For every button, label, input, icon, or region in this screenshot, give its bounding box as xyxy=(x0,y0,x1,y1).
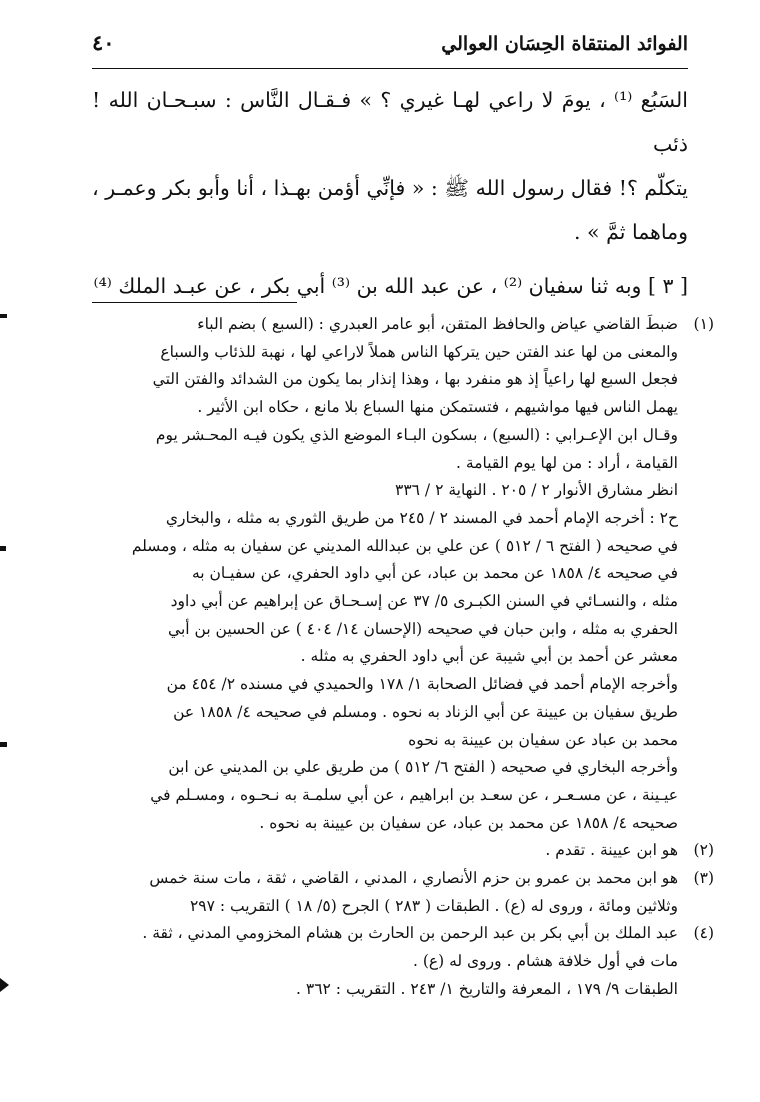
footnote-1 xyxy=(92,311,714,837)
binding-mark xyxy=(0,978,9,992)
footnote-3 xyxy=(92,865,714,920)
footnote-line: وثلاثين ومائة ، وروى له (ع) . الطبقات ( ٢٨٣ ) الجرح (٥/ ١٨ ) التقريب : ٢٩٧ xyxy=(189,896,678,915)
footnote-line: صحيحه ٤/ ١٨٥٨ عن محمد بن عباد، عن سفيان بن عيينة به نحوه . xyxy=(259,813,678,832)
footnote-line: الحفري به مثله ، وابن حبان في صحيحه (الإحسان ١٤/ ٤٠٤ ) عن الحسين بن أبي xyxy=(168,619,678,638)
footnote-line: وأخرجه الإمام أحمد في فضائل الصحابة ١/ ١٧٨ والحميدي في مسنده ٢/ ٤٥٤ من xyxy=(166,675,678,694)
main-text xyxy=(92,78,688,308)
footnote-number: (٣) xyxy=(693,869,714,888)
running-title: الفوائد المنتقاة الحِسَان العوالي xyxy=(441,33,688,55)
header-rule xyxy=(92,68,688,69)
footnote-line: مثله ، والنسـائي في السنن الكبـرى ٥/ ٣٧ عن إسـحـاق عن إبراهيم عن أبي داود xyxy=(170,592,678,611)
footnote-line: وقـال ابن الإعـرابي : (السبع) ، بسكون البـاء الموضع الذي يكون فيـه المحـشر يوم xyxy=(155,425,678,444)
footnote-line: وأخرجه البخاري في صحيحه ( الفتح ٦/ ٥١٢ ) من طريق علي بن المديني عن ابن xyxy=(168,758,678,777)
footnote-line: محمد بن عباد عن سفيان بن عيينة به نحوه xyxy=(408,730,678,749)
footnote-number: (٤) xyxy=(693,924,714,943)
footnote-line: عيـينة ، عن مسـعـر ، عن سعـد بن ابراهيم ، عن أبي سلمـة به نـحـوه ، ومسـلم في xyxy=(150,785,678,804)
footnote-number: (٢) xyxy=(693,841,714,860)
footnote-number: (١) xyxy=(693,315,714,333)
footnote-line: ح٢ : أخرجه الإمام أحمد في المسند ٢ / ٢٤٥ من طريق الثوري به مثله ، والبخاري xyxy=(165,508,678,527)
footnote-line: الطبقات ٩/ ١٧٩ ، المعرفة والتاريخ ١/ ٢٤٣ . التقريب : ٣٦٢ . xyxy=(296,979,678,998)
footnote-line: ضبطَ القاضي عياض والحافظ المتقن، أبو عامر العبدري : (السبع ) بضم الباء xyxy=(197,315,678,333)
binding-mark xyxy=(0,546,6,551)
footnote-separator xyxy=(92,302,297,303)
footnote-line: والمعنى من لها عند الفتن حين يتركها الناس هملاً لاراعي لها ، نهبة للذئاب والسباع xyxy=(160,342,678,361)
footnote-line: يهمل الناس فيها مواشيهم ، فتستمكن منها السباع بلا مانع ، حكاه ابن الأثير . xyxy=(197,398,678,417)
footnotes xyxy=(92,311,714,1004)
footnote-line: معشر عن أحمد بن أبي شيبة عن أبي داود الحفري به مثله . xyxy=(300,647,678,666)
footnote-line: انظر مشارق الأنوار ٢ / ٢٠٥ . النهاية ٢ / ٣٣٦ xyxy=(395,481,678,500)
footnote-line: عبد الملك بن أبي بكر بن عبد الرحمن بن الحارث بن هشام المخزومي المدني ، ثقة . xyxy=(142,924,678,943)
footnote-4 xyxy=(92,920,714,1003)
footnote-line: مات في أول خلافة هشام . وروى له (ع) . xyxy=(412,952,678,971)
main-text-line: السَبُع ⁽¹⁾ ، يومَ لا راعي لهـا غيري ؟ » فـقـال النَّاس : سبـحـان الله ! ذئب xyxy=(92,88,688,156)
footnote-line: القيامة ، أراد : من لها يوم القيامة . xyxy=(456,453,678,472)
running-header xyxy=(92,30,688,64)
main-text-line: وماهما ثمَّ » . xyxy=(574,220,688,244)
main-text-line: يتكلّم ؟! فقال رسول الله ﷺ : « فإنِّي أؤمن بهـذا ، أنا وأبو بكر وعمـر ، xyxy=(92,176,688,200)
binding-mark xyxy=(0,742,7,747)
footnote-line: هو ابن عيينة . تقدم . xyxy=(545,841,678,860)
hadith-3-line: [ ٣ ] وبه ثنا سفيان ⁽²⁾ ، عن عبد الله بن ⁽³⁾ أبي بكر ، عن عبـد الملك ⁽⁴⁾ xyxy=(93,274,688,298)
binding-mark xyxy=(0,314,7,318)
footnote-2 xyxy=(92,837,714,865)
footnote-line: فجعل السبع لها راعياً إذ هو منفرد بها ، وهذا إنذار بما يكون من الشدائد والفتن التي xyxy=(152,370,678,389)
footnote-line: هو ابن محمد بن عمرو بن حزم الأنصاري ، المدني ، القاضي ، ثقة ، مات سنة خمس xyxy=(149,869,678,888)
footnote-line: طريق سفيان بن عيينة عن أبي الزناد به نحوه . ومسلم في صحيحه ٤/ ١٨٥٨ عن xyxy=(173,702,678,721)
page-number: ٤٠ xyxy=(92,30,115,55)
footnote-line: في صحيحه ( الفتح ٦ / ٥١٢ ) عن علي بن عبدالله المديني عن سفيان به مثله ، ومسلم xyxy=(131,536,678,555)
footnote-line: في صحيحه ٤/ ١٨٥٨ عن محمد بن عباد، عن أبي داود الحفري، عن سفيـان به xyxy=(191,564,678,583)
